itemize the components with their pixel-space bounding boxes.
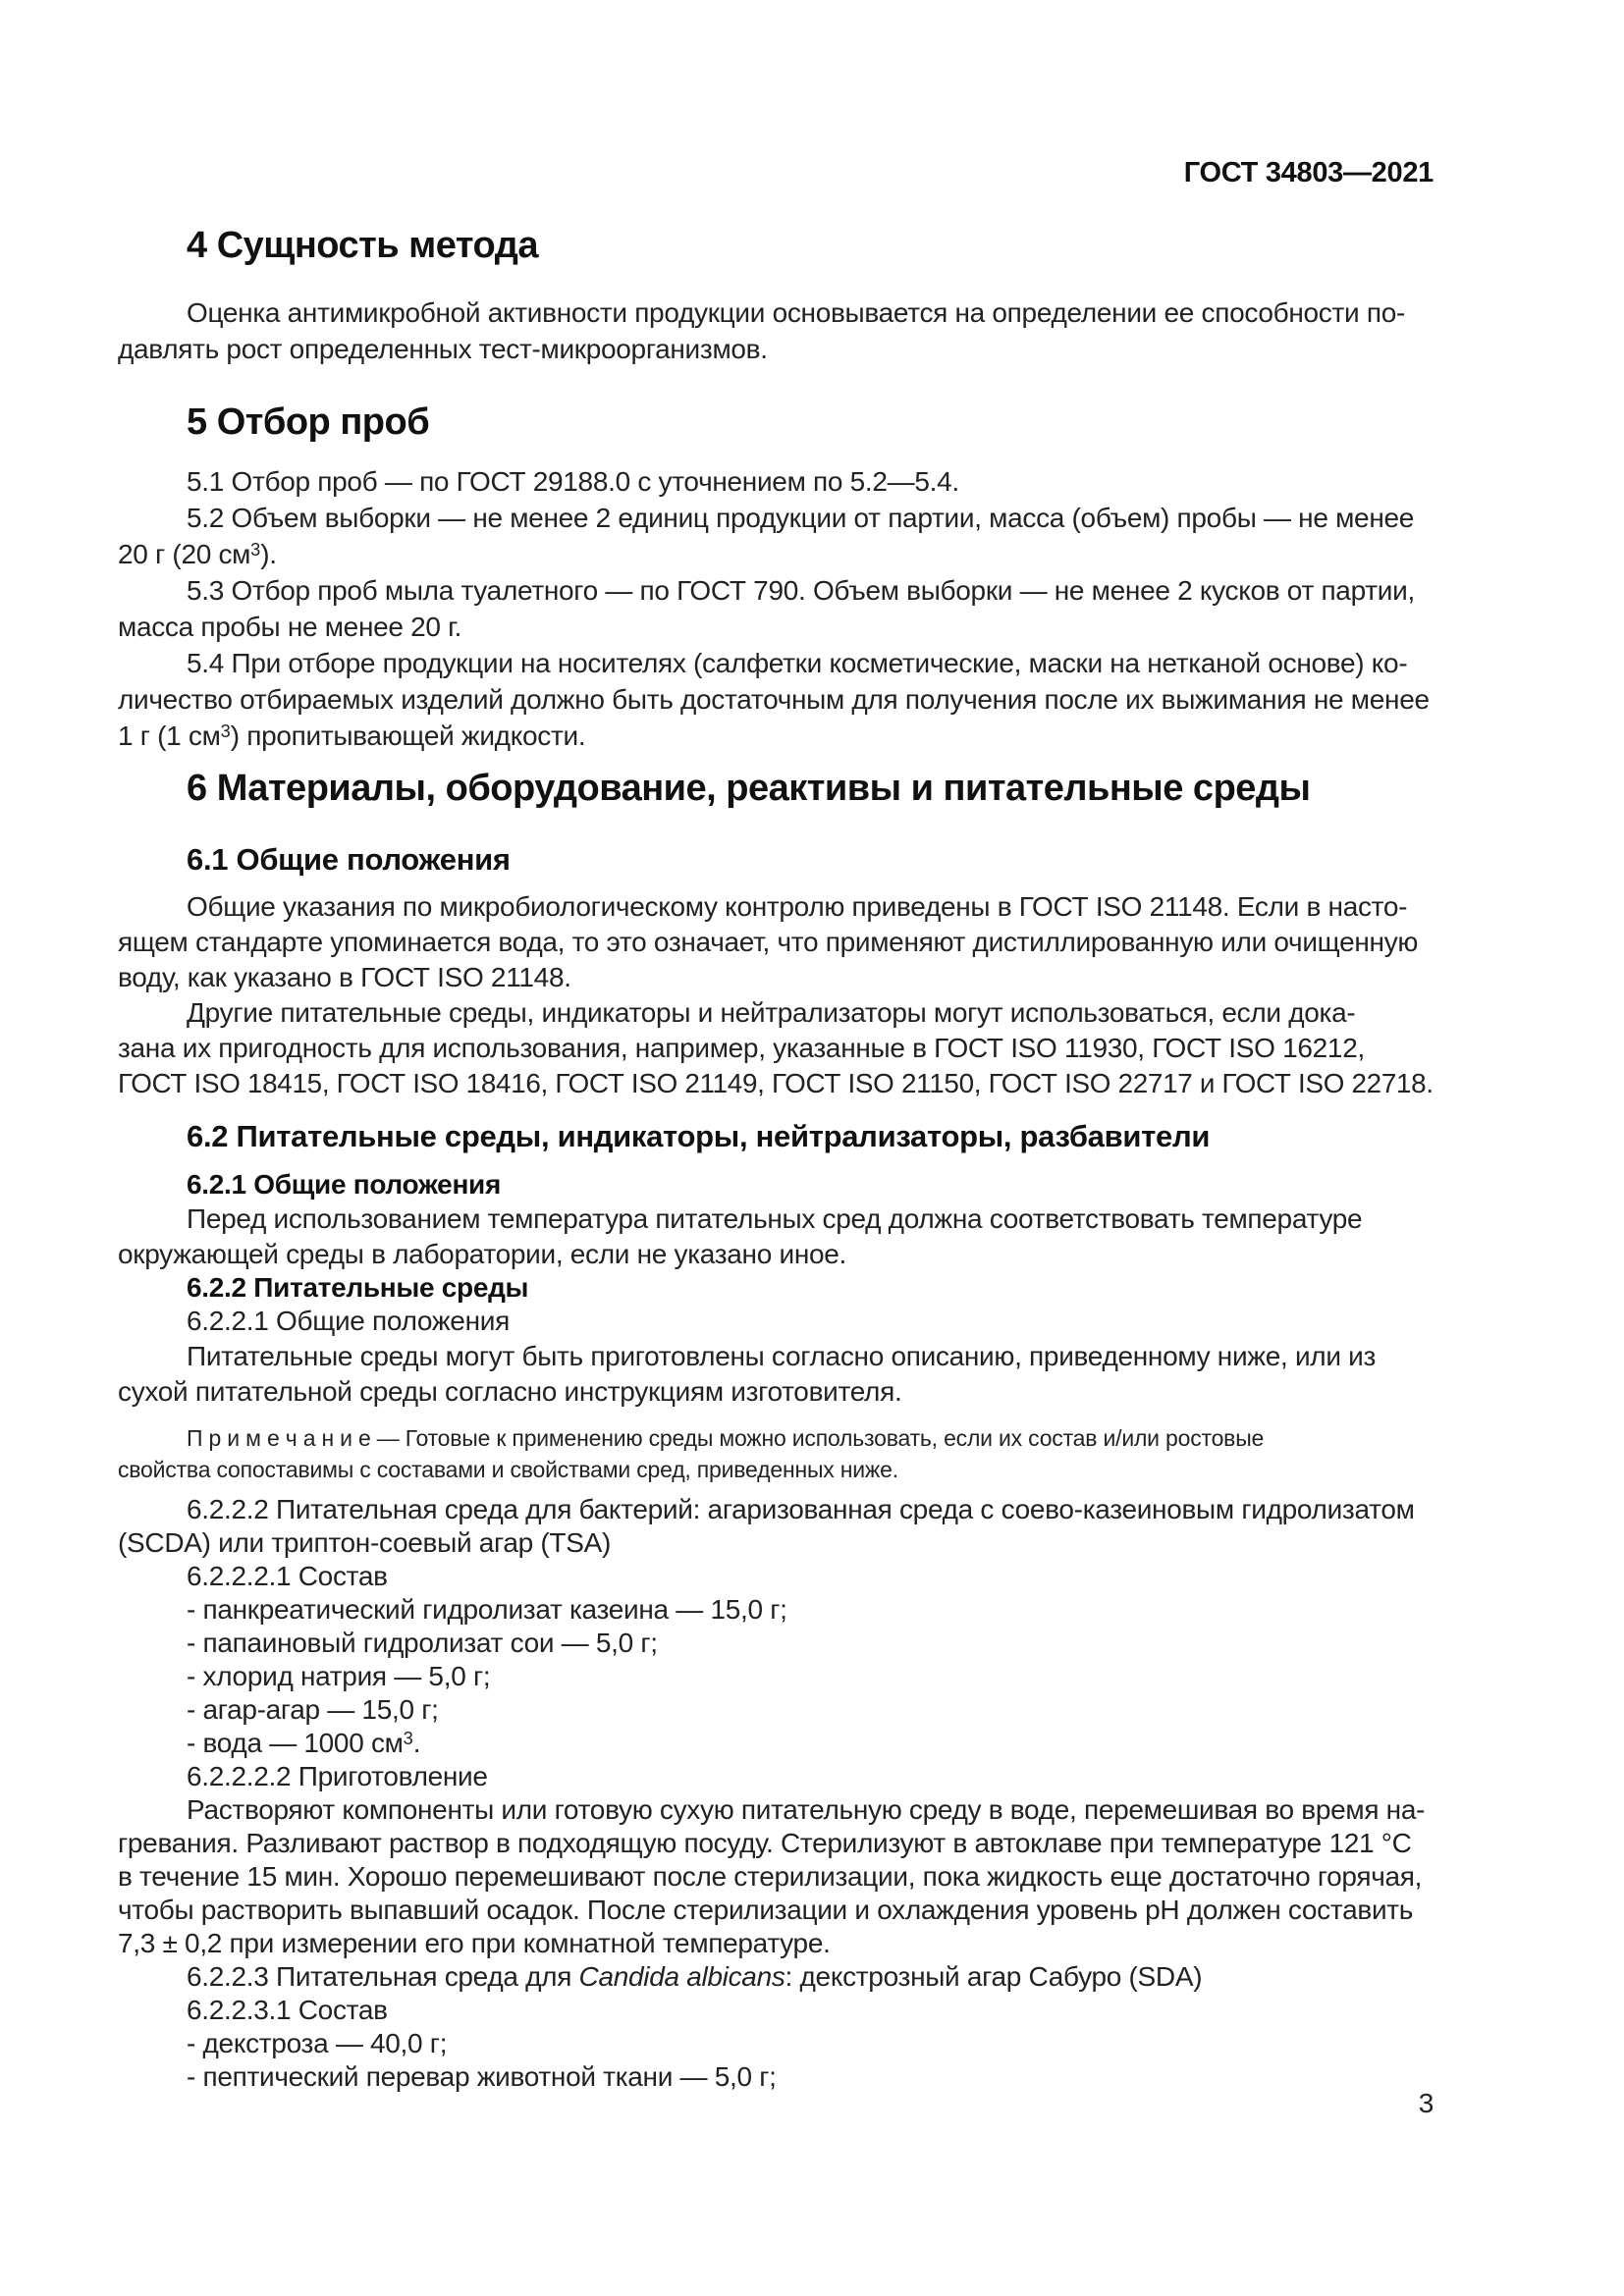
- para-line: Общие указания по микробиологическому контролю приведены в ГОСТ ISO 21148. Если в насто-: [187, 891, 1408, 922]
- text-run: ) пропитывающей жидкости.: [230, 721, 586, 751]
- para-line: в течение 15 мин. Хорошо перемешивают после стерилизации, пока жидкость еще достаточно горячая,: [118, 1861, 1423, 1892]
- page-number: 3: [1418, 2088, 1434, 2118]
- text-run: ).: [260, 539, 277, 569]
- list-item: - папаиновый гидролизат сои — 5,0 г;: [187, 1628, 658, 1658]
- text-run: .: [412, 1728, 421, 1758]
- para-line: ящем стандарте упоминается вода, то это означает, что применяют дистиллированную или очищенную: [118, 927, 1419, 957]
- para-line: окружающей среды в лаборатории, если не указано иное.: [118, 1239, 847, 1269]
- section-6-2-2-3-heading: [118, 1958, 1434, 1995]
- section-6-1-heading: 6.1 Общие положения: [187, 842, 511, 877]
- section-5-heading: 5 Отбор проб: [187, 401, 430, 443]
- para-line: масса пробы не менее 20 г.: [118, 612, 462, 642]
- section-6-2-2-2-1-heading: 6.2.2.2.1 Состав: [187, 1561, 388, 1591]
- para-line: 5.3 Отбор проб мыла туалетного — по ГОСТ 790. Объем выборки — не менее 2 кусков от партии,: [187, 575, 1415, 606]
- para-line: Перед использованием температура питательных сред должна соответствовать температуре: [187, 1203, 1363, 1234]
- section-4-heading: 4 Сущность метода: [187, 225, 538, 266]
- latin-species-name: Candida albicans: [578, 1961, 785, 1992]
- para-line: [118, 718, 1434, 754]
- note-line: П р и м е ч а н и е — Готовые к применению среды можно использовать, если их состав и/или ростовые: [187, 1425, 1265, 1451]
- list-item: - панкреатический гидролизат казеина — 15,0 г;: [187, 1594, 787, 1625]
- text-run: : декстрозный агар Сабуро (SDA): [785, 1961, 1203, 1992]
- para-line: 5.4 При отборе продукции на носителях (салфетки косметические, маски на нетканой основе) ко-: [187, 648, 1408, 678]
- para-line: 7,3 ± 0,2 при измерении его при комнатной температуре.: [118, 1928, 831, 1958]
- section-6-2-2-3-1-heading: 6.2.2.3.1 Состав: [187, 1995, 388, 2025]
- para-line: ГОСТ ISO 18415, ГОСТ ISO 18416, ГОСТ ISO 21149, ГОСТ ISO 21150, ГОСТ ISO 22717 и ГОСТ ISO 22718.: [118, 1068, 1434, 1098]
- para-line: Оценка антимикробной активности продукции основывается на определении ее способности по-: [187, 297, 1406, 328]
- section-6-2-2-heading: 6.2.2 Питательные среды: [187, 1272, 529, 1303]
- section-6-heading: 6 Материалы, оборудование, реактивы и питательные среды: [187, 768, 1311, 809]
- text-run: - вода — 1000 см: [187, 1728, 404, 1758]
- para-line: Другие питательные среды, индикаторы и нейтрализаторы могут использоваться, если дока-: [187, 997, 1356, 1028]
- para-line: чтобы растворить выпавший осадок. После стерилизации и охлаждения уровень pH должен составить: [118, 1895, 1414, 1925]
- list-item: - декстроза — 40,0 г;: [187, 2028, 448, 2058]
- para-line: [118, 536, 1434, 572]
- note-line: свойства сопоставимы с составами и свойствами сред, приведенных ниже.: [118, 1457, 898, 1482]
- list-item: - хлорид натрия — 5,0 г;: [187, 1661, 491, 1691]
- superscript: 3: [220, 721, 231, 741]
- para-line: давлять рост определенных тест-микроорганизмов.: [118, 334, 768, 364]
- section-6-2-2-2-heading: 6.2.2.2 Питательная среда для бактерий: агаризованная среда с соево-казеиновым гидролизатом: [187, 1494, 1415, 1524]
- superscript: 3: [250, 539, 261, 560]
- doc-code: ГОСТ 34803—2021: [1183, 157, 1434, 188]
- para-line: гревания. Разливают раствор в подходящую посуду. Стерилизуют в автоклаве при температуре 121 °С: [118, 1828, 1412, 1858]
- para-line: Растворяют компоненты или готовую сухую питательную среду в воде, перемешивая во время на-: [187, 1794, 1426, 1825]
- section-6-2-2-2-2-heading: 6.2.2.2.2 Приготовление: [187, 1761, 488, 1791]
- para-line: (SCDA) или триптон-соевый агар (TSA): [118, 1527, 611, 1558]
- list-item: - агар-агар — 15,0 г;: [187, 1694, 439, 1725]
- list-item: - пептический перевар животной ткани — 5,0 г;: [187, 2061, 777, 2092]
- para-line: 5.1 Отбор проб — по ГОСТ 29188.0 с уточнением по 5.2—5.4.: [187, 466, 959, 497]
- text-run: 6.2.2.3 Питательная среда для: [187, 1961, 579, 1992]
- para-line: личество отбираемых изделий должно быть достаточным для получения после их выжимания не менее: [118, 684, 1430, 715]
- para-line: сухой питательной среды согласно инструкциям изготовителя.: [118, 1376, 902, 1407]
- section-6-2-heading: 6.2 Питательные среды, индикаторы, нейтрализаторы, разбавители: [187, 1119, 1211, 1153]
- para-line: Питательные среды могут быть приготовлены согласно описанию, приведенному ниже, или из: [187, 1341, 1377, 1371]
- list-item: [118, 1725, 1434, 1761]
- text-run: 20 г (20 см: [118, 539, 251, 569]
- section-6-2-1-heading: 6.2.1 Общие положения: [187, 1169, 502, 1200]
- para-line: 5.2 Объем выборки — не менее 2 единиц продукции от партии, масса (объем) пробы — не менее: [187, 503, 1415, 533]
- para-line: зана их пригодность для использования, например, указанные в ГОСТ ISO 11930, ГОСТ ISO 16212,: [118, 1033, 1365, 1063]
- superscript: 3: [403, 1728, 413, 1748]
- text-run: 1 г (1 см: [118, 721, 221, 751]
- para-line: воду, как указано в ГОСТ ISO 21148.: [118, 962, 571, 992]
- section-6-2-2-1-heading: 6.2.2.1 Общие положения: [187, 1306, 510, 1336]
